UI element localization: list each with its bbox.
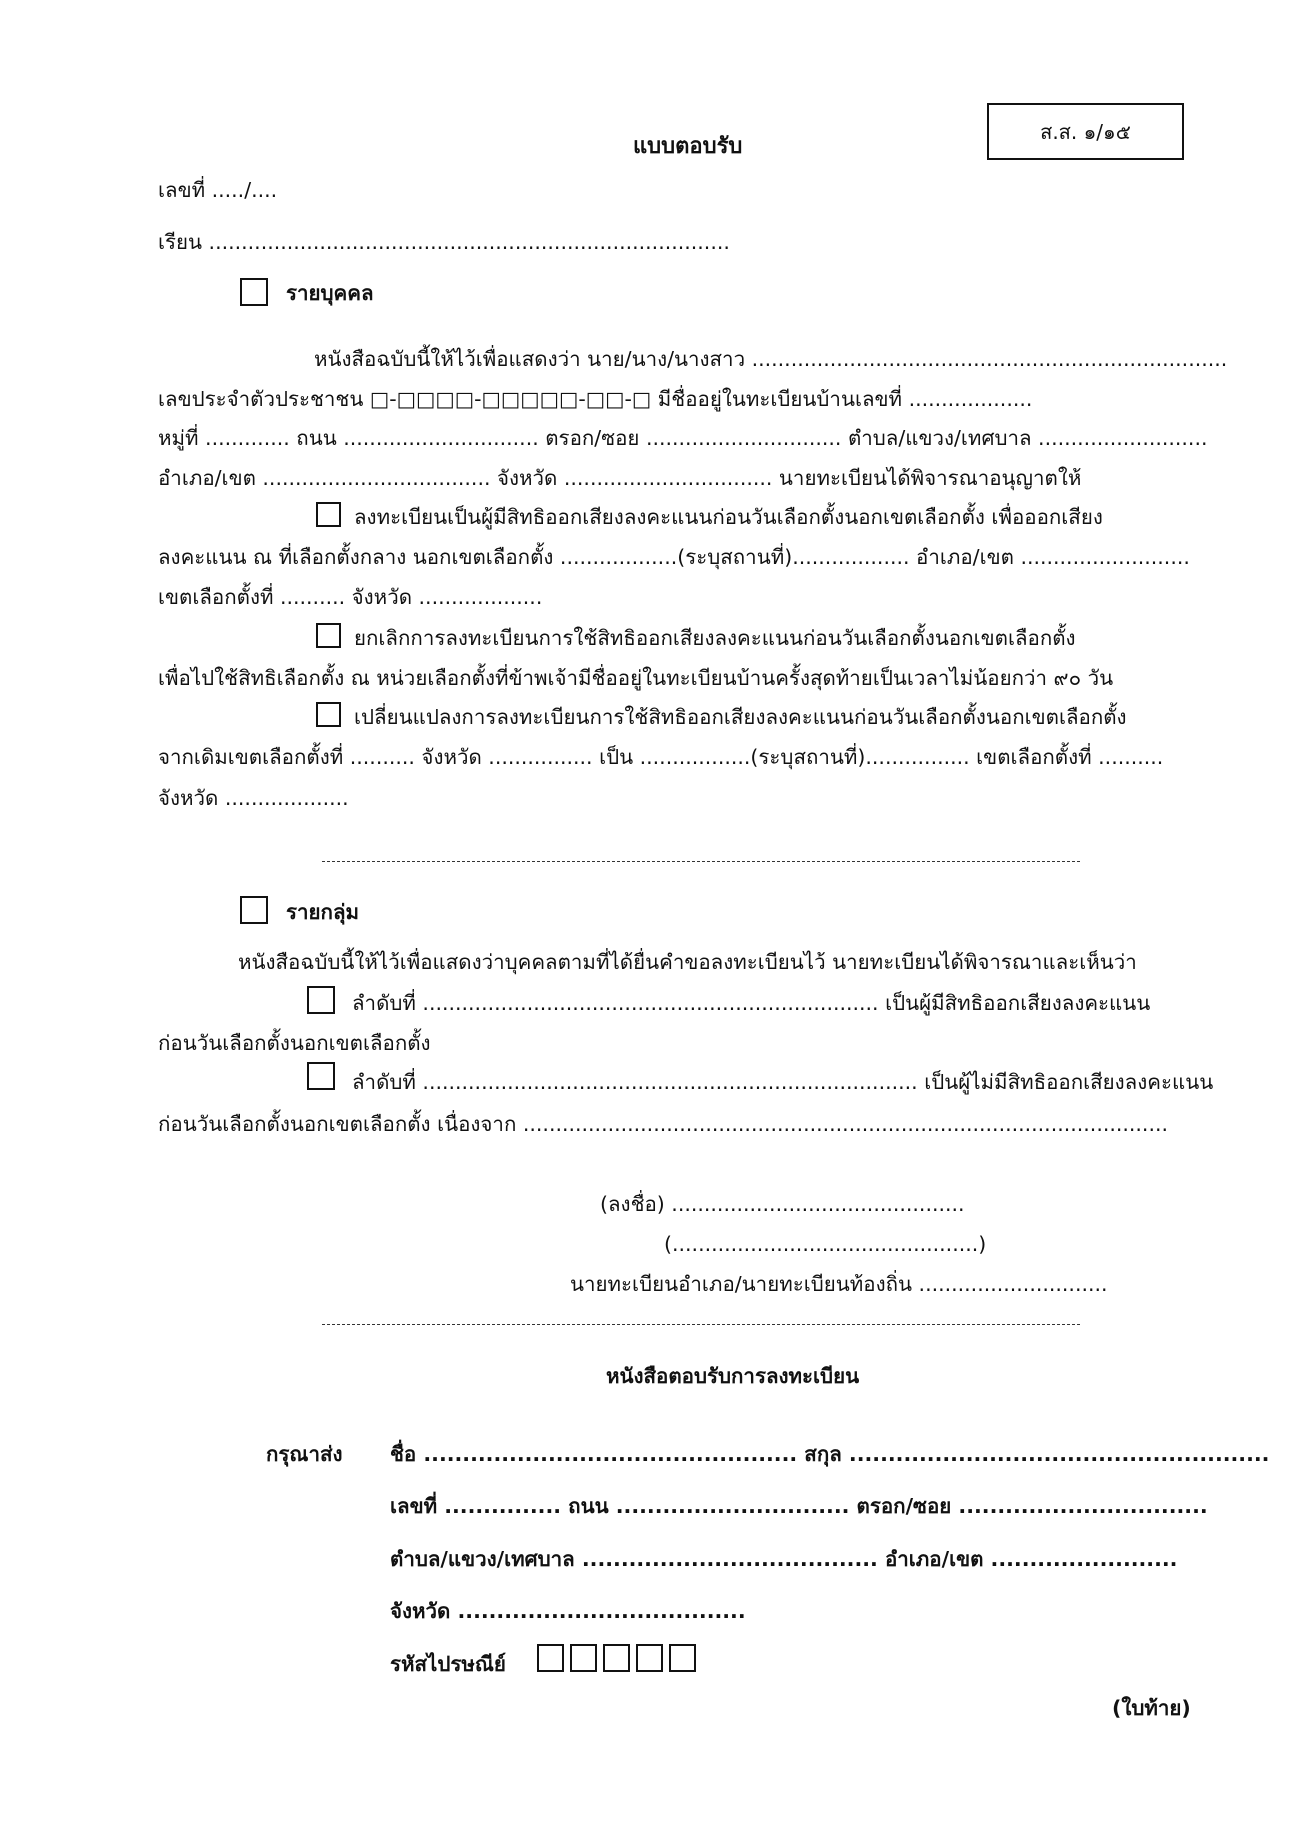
group-eligible-checkbox[interactable] xyxy=(307,986,335,1014)
postcode-digit-box[interactable] xyxy=(570,1644,597,1672)
reply-name-line: ชื่อ ................................................ สกุล ...................................................... xyxy=(390,1442,1270,1466)
register-option-line-2: ลงคะแนน ณ ที่เลือกตั้งกลาง นอกเขตเลือกตั้ง ..................(ระบุสถานที่).................. อำเภอ/เขต .......................... xyxy=(158,545,1190,569)
group-ineligible-line-2: ก่อนวันเลือกตั้งนอกเขตเลือกตั้ง เนื่องจาก ................................................................................................... xyxy=(158,1112,1168,1136)
form-code: ส.ส. ๑/๑๕ xyxy=(1040,119,1131,144)
separator-1 xyxy=(322,861,1080,862)
postcode-digit-box[interactable] xyxy=(636,1644,663,1672)
group-ineligible-checkbox[interactable] xyxy=(307,1062,335,1090)
postcode-digit-box[interactable] xyxy=(669,1644,696,1672)
signature-name-line: (...............................................) xyxy=(664,1232,987,1256)
individual-line-4: อำเภอ/เขต ................................... จังหวัด ................................ นายทะเบียนได้พิจารณาอนุญาตให้ xyxy=(158,466,1082,490)
form-title: แบบตอบรับ xyxy=(633,134,743,159)
individual-line-3: หมู่ที่ ............. ถนน .............................. ตรอก/ซอย .............................. ตำบล/แขวง/เทศบาล .......................... xyxy=(158,426,1208,450)
cancel-option-checkbox[interactable] xyxy=(316,623,341,648)
change-option-line-1: เปลี่ยนแปลงการลงทะเบียนการใช้สิทธิออกเสียงลงคะแนนก่อนวันเลือกตั้งนอกเขตเลือกตั้ง xyxy=(354,705,1127,729)
cancel-option-line-1: ยกเลิกการลงทะเบียนการใช้สิทธิออกเสียงลงคะแนนก่อนวันเลือกตั้งนอกเขตเลือกตั้ง xyxy=(354,626,1076,650)
group-eligible-line-1: ลำดับที่ ...................................................................... เป็นผู้มีสิทธิออกเสียงลงคะแนน xyxy=(352,991,1151,1015)
reply-address-line: เลขที่ ............... ถนน .............................. ตรอก/ซอย ................................ xyxy=(390,1494,1208,1518)
change-option-line-2: จากเดิมเขตเลือกตั้งที่ .......... จังหวัด ................ เป็น .................(ระบุสถานที่)................ เขตเลือกตั้งที่ .......... xyxy=(158,745,1164,769)
individual-heading: รายบุคคล xyxy=(286,281,374,305)
change-option-line-3: จังหวัด ................... xyxy=(158,786,349,810)
reply-title: หนังสือตอบรับการลงทะเบียน xyxy=(606,1364,860,1388)
form-code-box xyxy=(987,103,1184,160)
postcode-label: รหัสไปรษณีย์ xyxy=(390,1652,506,1676)
individual-line-1: หนังสือฉบับนี้ให้ไว้เพื่อแสดงว่า นาย/นาง/นางสาว ......................................................................... xyxy=(314,347,1228,371)
send-to-label: กรุณาส่ง xyxy=(266,1442,343,1466)
group-heading: รายกลุ่ม xyxy=(286,900,360,924)
change-option-checkbox[interactable] xyxy=(316,702,341,727)
reply-province-line: จังหวัด ..................................... xyxy=(390,1599,746,1623)
postcode-digit-box[interactable] xyxy=(603,1644,630,1672)
register-option-line-3: เขตเลือกตั้งที่ .......... จังหวัด ................... xyxy=(158,585,543,609)
register-option-line-1: ลงทะเบียนเป็นผู้มีสิทธิออกเสียงลงคะแนนก่อนวันเลือกตั้งนอกเขตเลือกตั้ง เพื่อออกเสียง xyxy=(354,505,1103,529)
group-intro: หนังสือฉบับนี้ให้ไว้เพื่อแสดงว่าบุคคลตามที่ได้ยื่นคำขอลงทะเบียนไว้ นายทะเบียนได้พิจารณาและเห็นว่า xyxy=(238,950,1137,974)
footer-note: (ใบท้าย) xyxy=(1112,1696,1191,1720)
group-ineligible-line-1: ลำดับที่ ............................................................................ เป็นผู้ไม่มีสิทธิออกเสียงลงคะแนน xyxy=(352,1070,1214,1094)
cancel-option-line-2: เพื่อไปใช้สิทธิเลือกตั้ง ณ หน่วยเลือกตั้งที่ข้าพเจ้ามีชื่ออยู่ในทะเบียนบ้านครั้งสุดท้ายเป็นเวลาไม่น้อยกว่า ๙๐ วัน xyxy=(158,666,1114,690)
postcode-digit-box[interactable] xyxy=(537,1644,564,1672)
individual-line-2: เลขประจำตัวประชาชน □-□□□□-□□□□□-□□-□ มีชื่ออยู่ในทะเบียนบ้านเลขที่ ................... xyxy=(158,387,1033,411)
register-option-checkbox[interactable] xyxy=(316,502,341,527)
to-line: เรียน ................................................................................ xyxy=(158,230,730,254)
signature-role-line: นายทะเบียนอำเภอ/นายทะเบียนท้องถิ่น ............................. xyxy=(570,1272,1108,1296)
separator-2 xyxy=(322,1324,1080,1325)
number-line: เลขที่ ...../.... xyxy=(158,178,278,202)
individual-checkbox[interactable] xyxy=(240,278,268,306)
group-checkbox[interactable] xyxy=(240,896,268,924)
reply-subdistrict-line: ตำบล/แขวง/เทศบาล ...................................... อำเภอ/เขต ........................ xyxy=(390,1547,1178,1571)
postcode-boxes[interactable] xyxy=(537,1644,696,1672)
group-eligible-line-2: ก่อนวันเลือกตั้งนอกเขตเลือกตั้ง xyxy=(158,1031,431,1055)
signature-line: (ลงชื่อ) ............................................. xyxy=(600,1192,965,1216)
